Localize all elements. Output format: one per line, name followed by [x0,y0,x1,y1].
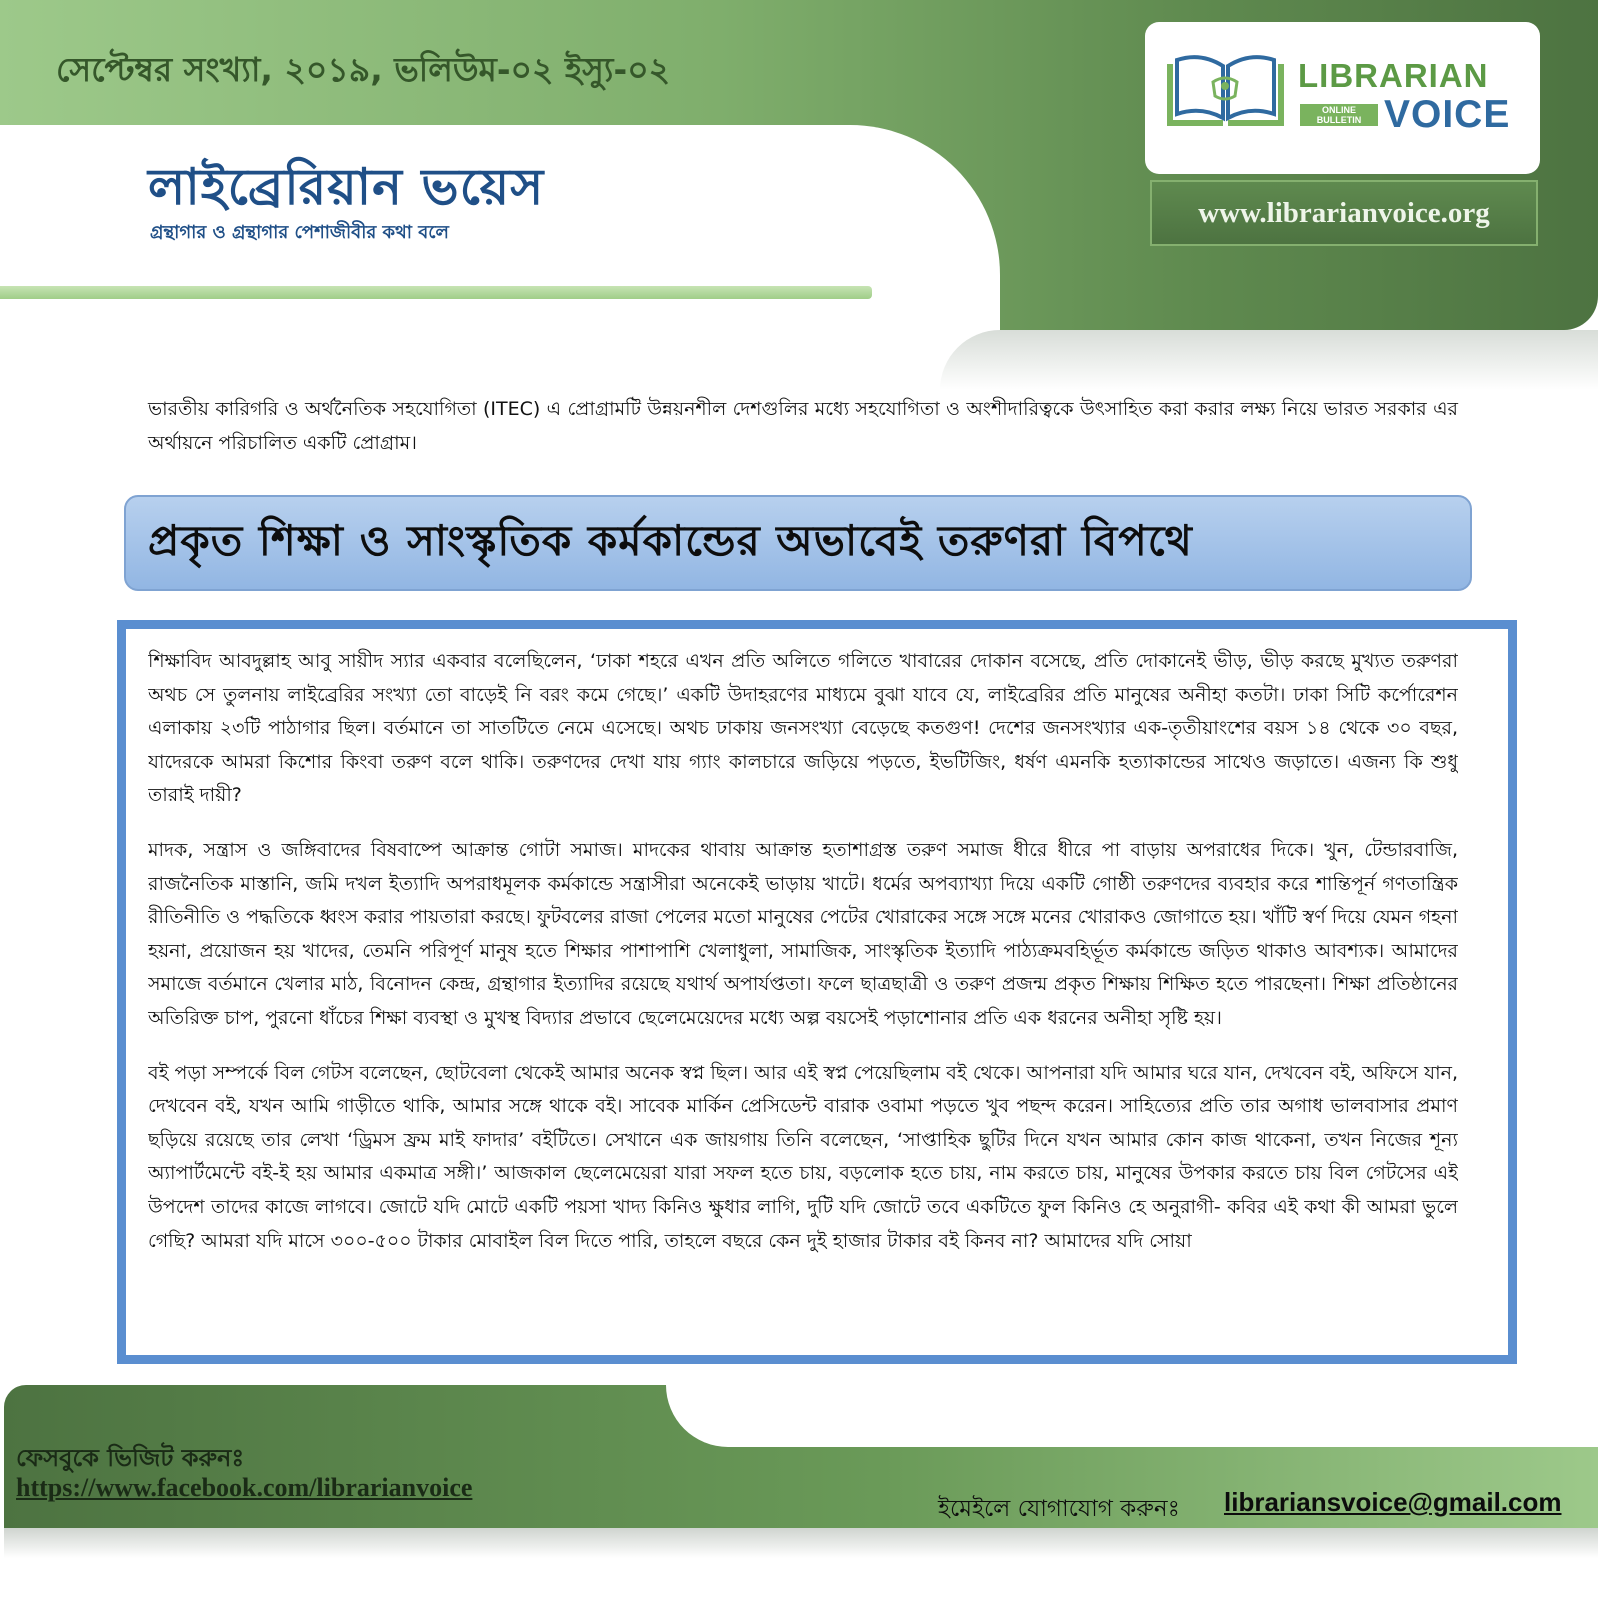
bulletin-tagline: গ্রন্থাগার ও গ্রন্থাগার পেশাজীবীর কথা বলে [150,222,449,243]
logo-badge [1300,104,1378,126]
logo-badge-line1: ONLINE [1321,105,1356,115]
email-link[interactable]: librariansvoice@gmail.com [1224,1487,1562,1517]
logo-word-voice: VOICE [1384,93,1511,136]
article-headline: প্রকৃত শিক্ষা ও সাংস্কৃতিক কর্মকান্ডের অভাবেই তরুণরা বিপথে [148,515,1193,565]
intro-paragraph: ভারতীয় কারিগরি ও অর্থনৈতিক সহযোগিতা (ITEC) এ প্রোগ্রামটি উন্নয়নশীল দেশগুলির মধ্যে সহযোগিতা ও অংশীদারিত্বকে উৎসাহিত করা করার লক্ষ্য নিয়ে ভারত সরকার এর অর্থায়নে পরিচালিত একটি প্রোগ্রাম। [148,398,1458,454]
logo-badge-line2: BULLETIN [1316,115,1362,125]
article-paragraph-3: বই পড়া সম্পর্কে বিল গেটস বলেছেন, ছোটবেলা থেকেই আমার অনেক স্বপ্ন ছিল। আর এই স্বপ্ন পেয়েছিলাম বই থেকে। আপনারা যদি আমার ঘরে যান, দেখবেন বই, অফিসে যান, দেখবেন বই, যখন আমি গাড়ীতে থাকি, আমার সঙ্গে থাকে বই। সাবেক মার্কিন প্রেসিডেন্ট বারাক ওবামা পড়তে খুব পছন্দ করেন। সাহিত্যের প্রতি তার অগাধ ভালবাসার প্রমাণ ছড়িয়ে রয়েছে তার লেখা ‘ড্রিমস ফ্রম মাই ফাদার’ বইটিতে। সেখানে এক জায়গায় তিনি বলেছেন, ‘সাপ্তাহিক ছুটির দিনে যখন আমার কোন কাজ থাকেনা, তখন নিজের শূন্য অ্যাপার্টমেন্টে বই-ই হয় আমার একমাত্র সঙ্গী।’ আজকাল ছেলেমেয়েরা যারা সফল হতে চায়, বড়লোক হতে চায়, নাম করতে চায়, মানুষের উপকার করতে চায় বিল গেটসের এই উপদেশ তাদের কাজে লাগবে। জোটে যদি মোটে একটি পয়সা খাদ্য কিনিও ক্ষুধার লাগি, দুটি যদি জোটে তবে একটিতে ফুল কিনিও হে অনুরাগী- কবির এই কথা কী আমরা ভুলে গেছি? আমরা যদি মাসে ৩০০-৫০০ টাকার মোবাইল বিল দিতে পারি, তাহলে বছরে কেন দুই হাজার টাকার বই কিনব না? আমাদের যদি সোয়া [148,1061,1458,1252]
open-book-icon [1163,52,1288,132]
website-box[interactable] [1150,180,1538,246]
footer-cutout [666,1385,1598,1447]
logo-word-librarian: LIBRARIAN [1298,57,1489,94]
article-body [148,645,1458,1345]
issue-line: সেপ্টেম্বর সংখ্যা, ২০১৯, ভলিউম-০২ ইস্যু-০২ [56,50,671,89]
facebook-label: ফেসবুকে ভিজিট করুনঃ [16,1444,245,1472]
headline-bar [124,495,1472,591]
footer-shadow [4,1528,1598,1558]
email-label: ইমেইলে যোগাযোগ করুনঃ [938,1496,1180,1522]
website-url[interactable]: www.librarianvoice.org [1198,196,1490,229]
facebook-link[interactable]: https://www.facebook.com/librarianvoice [16,1473,473,1502]
header-divider [0,286,872,299]
article-paragraph-1: শিক্ষাবিদ আবদুল্লাহ আবু সায়ীদ স্যার একবার বলেছিলেন, ‘ঢাকা শহরে এখন প্রতি অলিতে গলিতে খাবারের দোকান বসেছে, প্রতি দোকানেই ভীড়, ভীড় করছে মুখ্যত তরুণরা অথচ সে তুলনায় লাইব্রেরির সংখ্যা তো বাড়েই নি বরং কমে গেছে।’ একটি উদাহরণের মাধ্যমে বুঝা যাবে যে, লাইব্রেরির প্রতি মানুষের অনীহা কতটা। ঢাকা সিটি কর্পোরেশন এলাকায় ২৩টি পাঠাগার ছিল। বর্তমানে তা সাতটিতে নেমে এসেছে। অথচ ঢাকায় জনসংখ্যা বেড়েছে কতগুণ! দেশের জনসংখ্যার এক-তৃতীয়াংশের বয়স ১৪ থেকে ৩০ বছর, যাদেরকে আমরা কিশোর কিংবা তরুণ বলে থাকি। তরুণদের দেখা যায় গ্যাং কালচারে জড়িয়ে পড়তে, ইভটিজিং, ধর্ষণ এমনকি হত্যাকান্ডের সাথেও জড়াতে। এজন্য কি শুধু তারাই দায়ী? [148,650,1458,807]
bulletin-title: লাইব্রেরিয়ান ভয়েস [148,158,545,216]
article-paragraph-2: মাদক, সন্ত্রাস ও জঙ্গিবাদের বিষবাষ্পে আক্রান্ত গোটা সমাজ। মাদকের থাবায় আক্রান্ত হতাশাগ্রস্ত তরুণ সমাজ ধীরে ধীরে পা বাড়ায় অপরাধের দিকে। খুন, টেন্ডারবাজি, রাজনৈতিক মাস্তানি, জমি দখল ইত্যাদি অপরাধমূলক কর্মকান্ডে সন্ত্রাসীরা অনেকেই ভাড়ায় খাটে। ধর্মের অপব্যাখ্যা দিয়ে একটি গোষ্ঠী তরুণদের ব্যবহার করে শান্তিপূর্ন গণতান্ত্রিক রীতিনীতি ও পদ্ধতিকে ধ্বংস করার পায়তারা করছে। ফুটবলের রাজা পেলের মতো মানুষের পেটের খোরাকের সঙ্গে সঙ্গে মনের খোরাকও জোগাতে হয়। খাঁটি স্বর্ণ দিয়ে যেমন গহনা হয়না, প্রয়োজন হয় খাদের, তেমনি পরিপূর্ণ মানুষ হতে শিক্ষার পাশাপাশি খেলাধুলা, সামাজিক, সাংস্কৃতিক ইত্যাদি পাঠ্যক্রমবহির্ভূত কর্মকান্ডে জড়িত থাকাও আবশ্যক। আমাদের সমাজে বর্তমানে খেলার মাঠ, বিনোদন কেন্দ্র, গ্রন্থাগার ইত্যাদির রয়েছে যথার্থ অপার্যপ্ততা। ফলে ছাত্রছাত্রী ও তরুণ প্রজন্ম প্রকৃত শিক্ষায় শিক্ষিত হতে পারছেনা। শিক্ষা প্রতিষ্ঠানের অতিরিক্ত চাপ, পুরনো ধাঁচের শিক্ষা ব্যবস্থা ও মুখস্থ বিদ্যার প্রভাবে ছেলেমেয়েদের মধ্যে অল্প বয়সেই পড়াশোনার প্রতি এক ধরনের অনীহা সৃষ্টি হয়। [148,838,1458,1029]
header-shadow [940,330,1598,390]
